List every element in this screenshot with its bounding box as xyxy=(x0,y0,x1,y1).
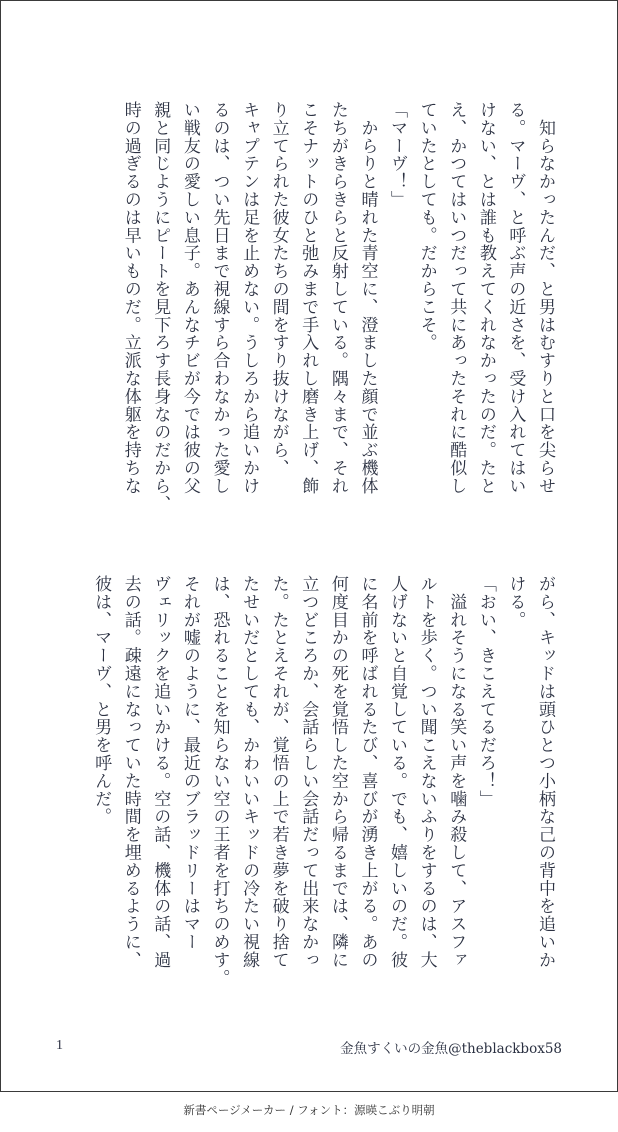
text-line: けない、とは誰も教えてくれなかったのだ。たと xyxy=(475,101,496,495)
text-line: ていたとしても。だからこそ。 xyxy=(416,101,437,352)
text-line: たせいだとしても、かわいいキッドの冷たい視線 xyxy=(239,575,260,969)
text-line: こそナットのひと弛みまで手入れし磨き上げ、飾 xyxy=(298,101,319,495)
generator-credit: 新書ページメーカー / フォント：源暎こぶり明朝 xyxy=(183,1103,435,1117)
text-line: ヴェリックを追いかける。空の話、機体の話、過 xyxy=(150,575,171,969)
page-number: 1 xyxy=(56,1038,63,1053)
text-line: え、かつてはいつだって共にあったそれに酷似し xyxy=(446,101,467,495)
text-line: 彼は、マーヴ、と男を呼んだ。 xyxy=(91,575,112,826)
text-line: る。マーヴ、と呼ぶ声の近さを、受け入れてはい xyxy=(505,101,526,495)
text-line: に名前を呼ばれるたび、喜びが湧き上がる。あの xyxy=(357,575,378,969)
text-block-top xyxy=(115,101,559,526)
text-line: 溢れそうになる笑い声を噛み殺して、アスファ xyxy=(446,575,467,969)
text-line: がら、キッドは頭ひとつ小柄な己の背中を追いか xyxy=(535,575,555,969)
author-credit: 金魚すくいの金魚@theblackbox58 xyxy=(340,1041,562,1057)
text-line: たちがきらきらと反射している。隅々まで、それ xyxy=(327,101,348,495)
text-line: 立つどころか、会話らしい会話だって出来なかっ xyxy=(298,575,319,969)
text-line: い戦友の愛しい息子。あんなチビが今では彼の父 xyxy=(179,101,200,495)
text-line: 去の話。疎遠になっていた時間を埋めるように、 xyxy=(120,575,141,969)
text-line: 「おい、きこえてるだろ！」 xyxy=(475,575,496,808)
text-line: 人げないと自覚している。でも、嬉しいのだ。彼 xyxy=(387,575,408,969)
text-line: 時の過ぎるのは早いものだ。立派な体躯を持ちな xyxy=(120,101,141,495)
text-line: 知らなかったんだ、と男はむすりと口を尖らせ xyxy=(535,101,555,495)
text-line: 親と同じようにピートを見下ろす長身なのだから、 xyxy=(150,101,171,513)
text-line: からりと晴れた青空に、澄ました顔で並ぶ機体 xyxy=(357,101,378,495)
text-line: 何度目かの死を覚悟した空から帰るまでは、隣に xyxy=(327,575,348,969)
text-line: キャプテンは足を止めない。うしろから追いかけ xyxy=(239,101,260,495)
text-line: それが嘘のように、最近のブラッドリーはマー xyxy=(179,575,200,951)
text-block-bottom xyxy=(86,575,560,1000)
text-line: ルトを歩く。つい聞こえないふりをするのは、大 xyxy=(416,575,437,969)
text-line: は、恐れることを知らない空の王者を打ちのめす。 xyxy=(209,575,230,987)
text-line: るのは、つい先日まで視線すら合わなかった愛し xyxy=(209,101,230,495)
text-line: た。たとえそれが、覚悟の上で若き夢を破り捨て xyxy=(268,575,289,969)
text-line: ける。 xyxy=(505,575,526,629)
text-line: り立てられた彼女たちの間をすり抜けながら、 xyxy=(268,101,289,477)
text-line: 「マーヴ！」 xyxy=(387,101,408,209)
